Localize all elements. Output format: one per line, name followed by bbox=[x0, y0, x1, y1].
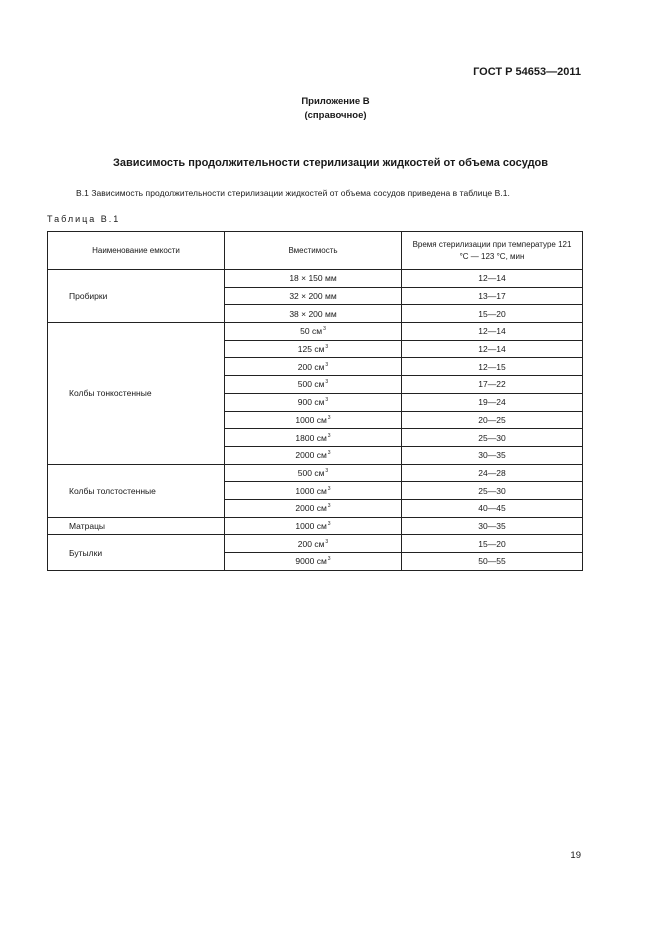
capacity-value: 1000 см bbox=[295, 485, 327, 496]
unit-superscript: 3 bbox=[325, 344, 329, 351]
unit-superscript: 3 bbox=[327, 432, 331, 439]
capacity-cell bbox=[225, 287, 402, 305]
sterilization-time-cell: 12—14 bbox=[402, 340, 583, 358]
capacity-value: 1800 см bbox=[295, 432, 327, 443]
container-name-cell: Колбы тонкостенные bbox=[48, 323, 225, 465]
capacity-cell bbox=[225, 340, 402, 358]
capacity-value: 1000 см bbox=[295, 414, 327, 425]
sterilization-time-cell: 20—25 bbox=[402, 411, 583, 429]
sterilization-time-cell: 50—55 bbox=[402, 553, 583, 571]
sterilization-time-cell: 19—24 bbox=[402, 393, 583, 411]
intro-paragraph: В.1 Зависимость продолжительности стерилизации жидкостей от объема сосудов приведена в таблице В.1. bbox=[76, 188, 510, 198]
capacity-cell bbox=[225, 553, 402, 571]
sterilization-time-cell: 30—35 bbox=[402, 446, 583, 464]
unit-superscript: 3 bbox=[327, 556, 331, 563]
table-row bbox=[48, 517, 583, 535]
table-row bbox=[48, 535, 583, 553]
capacity-value: 200 см bbox=[297, 538, 325, 549]
capacity-value: 38 × 200 мм bbox=[289, 308, 337, 319]
appendix-heading bbox=[0, 95, 661, 123]
sterilization-time-cell: 40—45 bbox=[402, 499, 583, 517]
capacity-value: 1000 см bbox=[295, 520, 327, 531]
section-title: Зависимость продолжительности стерилизации жидкостей от объема сосудов bbox=[112, 157, 549, 169]
capacity-cell bbox=[225, 429, 402, 447]
capacity-value: 2000 см bbox=[295, 450, 327, 461]
capacity-value: 18 × 150 мм bbox=[289, 273, 337, 284]
capacity-cell bbox=[225, 535, 402, 553]
capacity-cell bbox=[225, 270, 402, 288]
sterilization-time-cell: 12—14 bbox=[402, 270, 583, 288]
capacity-value: 200 см bbox=[297, 361, 325, 372]
unit-superscript: 3 bbox=[325, 467, 329, 474]
table-row bbox=[48, 464, 583, 482]
sterilization-time-cell: 12—15 bbox=[402, 358, 583, 376]
sterilization-time-cell: 15—20 bbox=[402, 535, 583, 553]
capacity-value: 900 см bbox=[297, 397, 325, 408]
table-row bbox=[48, 323, 583, 341]
appendix-title: Приложение В bbox=[301, 96, 370, 107]
capacity-cell bbox=[225, 305, 402, 323]
table-header-row bbox=[48, 232, 583, 270]
container-name-cell: Матрацы bbox=[48, 517, 225, 535]
header-sterilization-time: Время стерилизации при температуре 121 °С — 123 °С, мин bbox=[402, 232, 583, 270]
header-capacity: Вместимость bbox=[225, 232, 402, 270]
capacity-cell bbox=[225, 323, 402, 341]
capacity-cell bbox=[225, 411, 402, 429]
page-number: 19 bbox=[570, 850, 581, 861]
document-code: ГОСТ Р 54653—2011 bbox=[473, 66, 581, 78]
unit-superscript: 3 bbox=[325, 379, 329, 386]
capacity-cell bbox=[225, 393, 402, 411]
sterilization-time-cell: 13—17 bbox=[402, 287, 583, 305]
sterilization-time-cell: 24—28 bbox=[402, 464, 583, 482]
table-body bbox=[48, 270, 583, 571]
table-label: Таблица В.1 bbox=[47, 214, 121, 224]
unit-superscript: 3 bbox=[327, 414, 331, 421]
capacity-cell bbox=[225, 358, 402, 376]
capacity-cell bbox=[225, 517, 402, 535]
sterilization-time-cell: 25—30 bbox=[402, 429, 583, 447]
capacity-value: 9000 см bbox=[295, 556, 327, 567]
capacity-cell bbox=[225, 499, 402, 517]
container-name-cell: Колбы толстостенные bbox=[48, 464, 225, 517]
table-row bbox=[48, 270, 583, 288]
capacity-value: 500 см bbox=[297, 379, 325, 390]
capacity-cell bbox=[225, 376, 402, 394]
capacity-cell bbox=[225, 482, 402, 500]
unit-superscript: 3 bbox=[327, 520, 331, 527]
appendix-subtitle: (справочное) bbox=[304, 110, 367, 121]
sterilization-time-cell: 17—22 bbox=[402, 376, 583, 394]
unit-superscript: 3 bbox=[327, 485, 331, 492]
unit-superscript: 3 bbox=[327, 503, 331, 510]
capacity-value: 125 см bbox=[297, 344, 325, 355]
container-name-cell: Бутылки bbox=[48, 535, 225, 570]
container-name-cell: Пробирки bbox=[48, 270, 225, 323]
unit-superscript: 3 bbox=[325, 361, 329, 368]
capacity-value: 50 см bbox=[300, 326, 323, 337]
sterilization-time-cell: 15—20 bbox=[402, 305, 583, 323]
capacity-value: 500 см bbox=[297, 467, 325, 478]
unit-superscript: 3 bbox=[325, 397, 329, 404]
capacity-value: 2000 см bbox=[295, 503, 327, 514]
unit-superscript: 3 bbox=[323, 326, 326, 333]
sterilization-time-cell: 25—30 bbox=[402, 482, 583, 500]
capacity-value: 32 × 200 мм bbox=[289, 291, 337, 302]
unit-superscript: 3 bbox=[325, 538, 329, 545]
sterilization-time-cell: 30—35 bbox=[402, 517, 583, 535]
sterilization-table bbox=[47, 231, 583, 571]
capacity-cell bbox=[225, 446, 402, 464]
unit-superscript: 3 bbox=[327, 450, 331, 457]
sterilization-time-cell: 12—14 bbox=[402, 323, 583, 341]
header-container-name: Наименование емкости bbox=[48, 232, 225, 270]
capacity-cell bbox=[225, 464, 402, 482]
